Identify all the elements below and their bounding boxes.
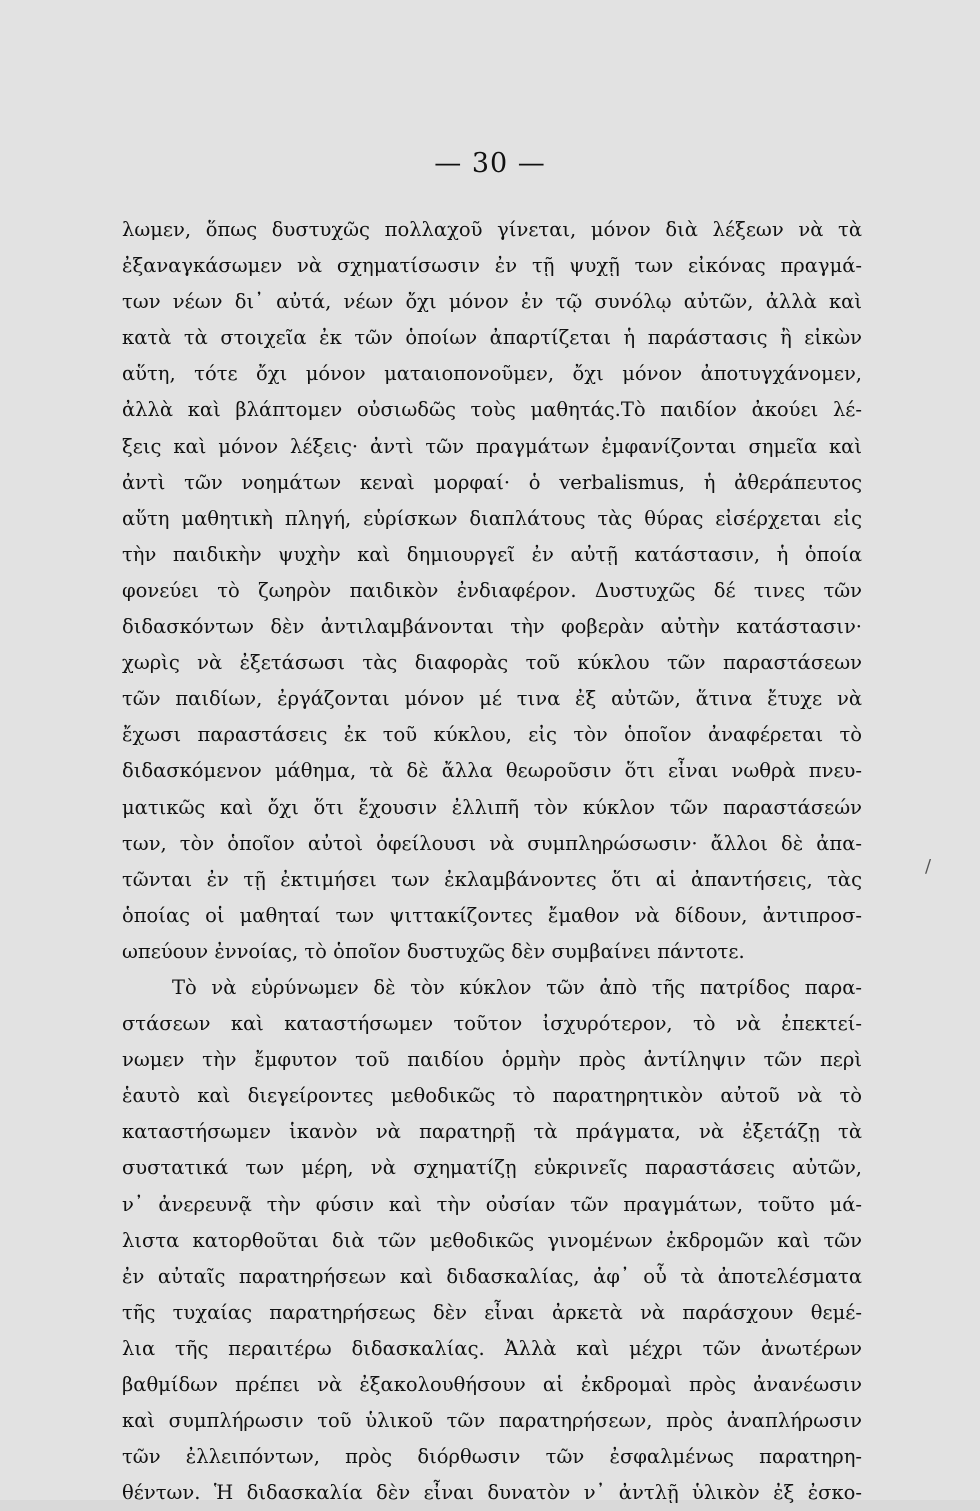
- text-line: ωπεύουν ἐννοίας, τὸ ὁποῖον δυστυχῶς δὲν συμβαίνει πάντοτε.: [122, 939, 745, 963]
- page-number: — 30 —: [434, 148, 546, 179]
- text-line: καὶ συμπλήρωσιν τοῦ ὑλικοῦ τῶν παρατηρήσεων, πρὸς ἀναπλήρωσιν: [122, 1409, 862, 1433]
- text-line: ὁποίας οἱ μαθηταί των ψιττακίζοντες ἔμαθον νὰ δίδουν, ἀντιπροσ-: [122, 903, 862, 927]
- text-line: αὕτη, τότε ὄχι μόνον ματαιοπονοῦμεν, ὄχι μόνον ἀποτυγχάνομεν,: [122, 362, 862, 386]
- text-line: ξεις καὶ μόνον λέξεις· ἀντὶ τῶν πραγμάτων ἐμφανίζονται σημεῖα καὶ: [122, 434, 862, 458]
- text-line: διδασκόντων δὲν ἀντιλαμβάνονται τὴν φοβερὰν αὐτὴν κατάστασιν·: [122, 615, 862, 639]
- body-text: [122, 212, 862, 1511]
- text-line: βαθμίδων πρέπει νὰ ἐξακολουθήσουν αἱ ἐκδρομαὶ πρὸς ἀνανέωσιν: [122, 1373, 862, 1396]
- text-line: των, τὸν ὁποῖον αὐτοὶ ὀφείλουσι νὰ συμπληρώσωσιν· ἄλλοι δὲ ἀπα-: [122, 831, 862, 855]
- text-line: λωμεν, ὅπως δυστυχῶς πολλαχοῦ γίνεται, μόνον διὰ λέξεων νὰ τὰ: [122, 218, 862, 241]
- margin-pencil-mark: /: [925, 856, 932, 877]
- text-line: καταστήσωμεν ἱκανὸν νὰ παρατηρῇ τὰ πράγματα, νὰ ἐξετάζῃ τὰ: [122, 1120, 862, 1144]
- text-line: ἐξαναγκάσωμεν νὰ σχηματίσωσιν ἐν τῇ ψυχῇ των εἰκόνας πραγμά-: [122, 254, 862, 278]
- text-line: τῶνται ἐν τῇ ἐκτιμήσει των ἐκλαμβάνοντες ὅτι αἱ ἀπαντήσεις, τὰς: [122, 867, 862, 891]
- text-line: διδασκόμενον μάθημα, τὰ δὲ ἄλλα θεωροῦσιν ὅτι εἶναι νωθρὰ πνευ-: [122, 759, 862, 783]
- text-line: αὕτη μαθητικὴ πληγή, εὑρίσκων διαπλάτους τὰς θύρας εἰσέρχεται εἰς: [122, 506, 862, 530]
- text-line: ἑαυτὸ καὶ διεγείροντες μεθοδικῶς τὸ παρατηρητικὸν αὐτοῦ νὰ τὸ: [122, 1084, 862, 1108]
- text-line: ἀντὶ τῶν νοημάτων κεναὶ μορφαί· ὁ verbalismus, ἡ ἀθεράπευτος: [122, 470, 862, 494]
- text-line: συστατικά των μέρη, νὰ σχηματίζῃ εὐκρινεῖς παραστάσεις αὐτῶν,: [122, 1156, 862, 1180]
- text-line: τῶν ἐλλειπόντων, πρὸς διόρθωσιν τῶν ἐσφαλμένως παρατηρη-: [122, 1445, 862, 1469]
- text-line: λια τῆς περαιτέρω διδασκαλίας. Ἀλλὰ καὶ μέχρι τῶν ἀνωτέρων: [122, 1336, 862, 1360]
- text-line: θέντων. Ἡ διδασκαλία δὲν εἶναι δυνατὸν ν᾽ ἀντλῇ ὑλικὸν ἐξ ἐσκο-: [122, 1481, 862, 1505]
- text-line: λιστα κατορθοῦται διὰ τῶν μεθοδικῶς γινομένων ἐκδρομῶν καὶ τῶν: [122, 1228, 862, 1252]
- text-line: νωμεν τὴν ἔμφυτον τοῦ παιδίου ὁρμὴν πρὸς ἀντίληψιν τῶν περὶ: [122, 1048, 862, 1072]
- text-line: φονεύει τὸ ζωηρὸν παιδικὸν ἐνδιαφέρον. Δυστυχῶς δέ τινες τῶν: [122, 578, 862, 602]
- text-line: ν᾽ ἀνερευνᾷ τὴν φύσιν καὶ τὴν οὐσίαν τῶν πραγμάτων, τοῦτο μά-: [122, 1192, 862, 1216]
- text-line: κατὰ τὰ στοιχεῖα ἐκ τῶν ὁποίων ἀπαρτίζεται ἡ παράστασις ἢ εἰκὼν: [122, 326, 862, 350]
- text-line: των νέων δι᾽ αὐτά, νέων ὄχι μόνον ἐν τῷ συνόλῳ αὐτῶν, ἀλλὰ καὶ: [122, 290, 862, 314]
- text-line: τῶν παιδίων, ἐργάζονται μόνον μέ τινα ἐξ αὐτῶν, ἅτινα ἔτυχε νὰ: [122, 687, 862, 711]
- text-line: τὴν παιδικὴν ψυχὴν καὶ δημιουργεῖ ἐν αὐτῇ κατάστασιν, ἡ ὁποία: [122, 542, 862, 566]
- text-line: Τὸ νὰ εὑρύνωμεν δὲ τὸν κύκλον τῶν ἀπὸ τῆς πατρίδος παρα-: [172, 975, 862, 999]
- text-line: χωρὶς νὰ ἐξετάσωσι τὰς διαφορὰς τοῦ κύκλου τῶν παραστάσεων: [122, 651, 862, 675]
- text-line: ματικῶς καὶ ὄχι ὅτι ἔχουσιν ἐλλιπῆ τὸν κύκλον τῶν παραστάσεών: [122, 795, 862, 819]
- text-line: ἔχωσι παραστάσεις ἐκ τοῦ κύκλου, εἰς τὸν ὁποῖον ἀναφέρεται τὸ: [122, 723, 862, 747]
- text-line: ἐν αὐταῖς παρατηρήσεων καὶ διδασκαλίας, ἀφ᾽ οὗ τὰ ἀποτελέσματα: [122, 1264, 862, 1288]
- text-line: τῆς τυχαίας παρατηρήσεως δὲν εἶναι ἀρκετὰ νὰ παράσχουν θεμέ-: [122, 1300, 862, 1324]
- text-line: ἀλλὰ καὶ βλάπτομεν οὐσιωδῶς τοὺς μαθητάς.Τὸ παιδίον ἀκούει λέ-: [122, 398, 862, 422]
- text-line: στάσεων καὶ καταστήσωμεν τοῦτον ἰσχυρότερον, τὸ νὰ ἐπεκτεί-: [122, 1012, 862, 1036]
